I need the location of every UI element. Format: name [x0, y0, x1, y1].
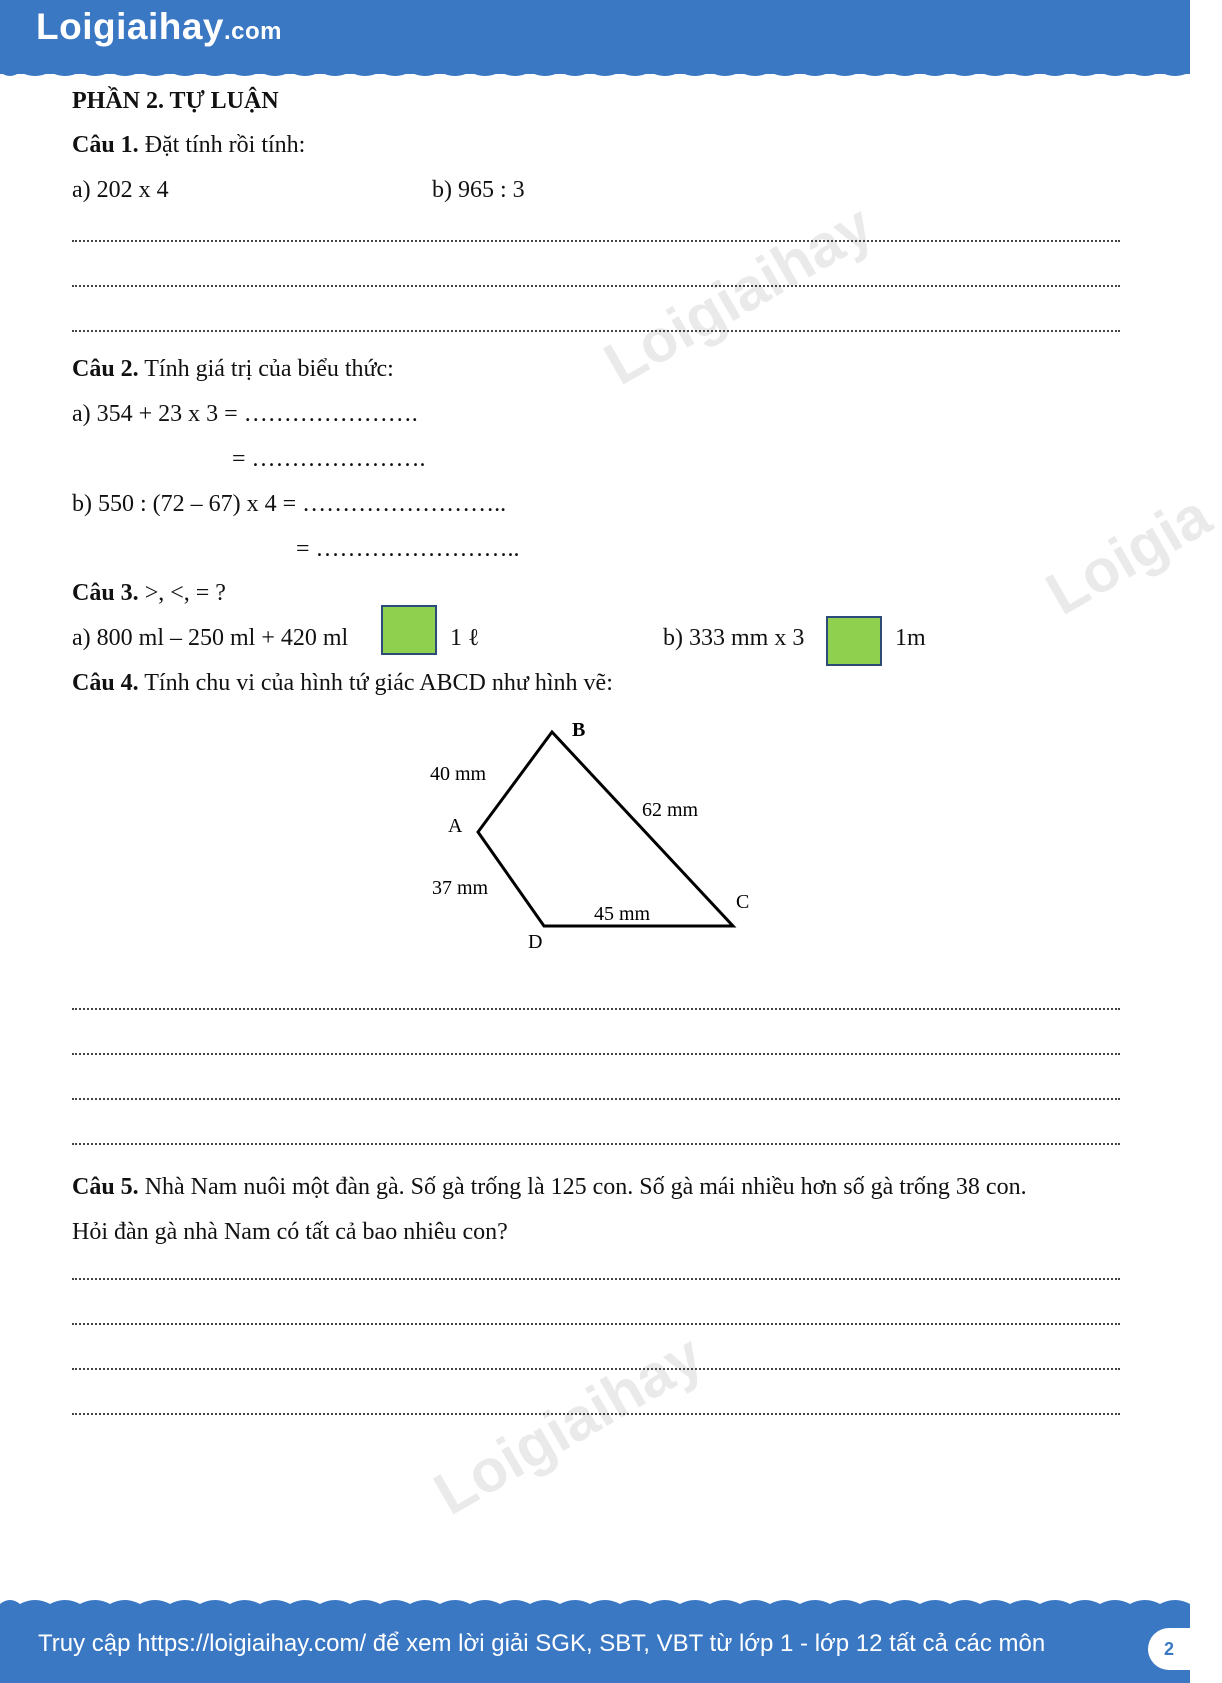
- watermark: Loigia: [1035, 481, 1222, 628]
- q1-part-b: b) 965 : 3: [432, 177, 525, 203]
- question-label: Câu 3.: [72, 580, 139, 606]
- answer-line: [72, 232, 1120, 242]
- vertex-b-label: B: [572, 719, 586, 741]
- question-label: Câu 1.: [72, 132, 139, 158]
- watermark: Loigiaihay: [593, 191, 884, 398]
- site-logo[interactable]: [36, 6, 282, 48]
- watermark: Loigiaihay: [423, 1321, 714, 1528]
- q3-b-expression: b) 333 mm x 3: [663, 625, 805, 651]
- q3-a-expression: a) 800 ml – 250 ml + 420 ml: [72, 625, 349, 651]
- question-label: Câu 5.: [72, 1174, 139, 1200]
- page-header: [0, 0, 1190, 74]
- logo-suffix: .com: [223, 18, 282, 45]
- quadrilateral-figure: [420, 712, 770, 957]
- answer-line: [72, 1135, 1120, 1145]
- q3-b-value: 1m: [895, 625, 926, 651]
- question-text: Đặt tính rồi tính:: [138, 132, 306, 158]
- section-title: PHẦN 2. TỰ LUẬN: [72, 88, 279, 114]
- question-1: [72, 132, 305, 159]
- question-5-line2: Hỏi đàn gà nhà Nam có tất cả bao nhiêu con?: [72, 1219, 508, 1245]
- answer-line: [72, 1315, 1120, 1325]
- vertex-c-label: C: [736, 891, 750, 913]
- vertex-a-label: A: [448, 815, 463, 837]
- question-text: Tính chu vi của hình tứ giác ABCD như hình vẽ:: [138, 670, 613, 696]
- question-label: Câu 4.: [72, 670, 139, 696]
- answer-line: [72, 1270, 1120, 1280]
- side-ab-length: 40 mm: [430, 763, 487, 785]
- q2-a-line1: a) 354 + 23 x 3 = ………………….: [72, 401, 418, 427]
- header-wave-divider: [0, 66, 1190, 82]
- footer-link-text[interactable]: Truy cập https://loigiaihay.com/ để xem lời giải SGK, SBT, VBT từ lớp 1 - lớp 12 tất cả các môn: [38, 1630, 1046, 1657]
- question-text: Nhà Nam nuôi một đàn gà. Số gà trống là 125 con. Số gà mái nhiều hơn số gà trống 38 con.: [138, 1174, 1027, 1200]
- q2-b-line1: b) 550 : (72 – 67) x 4 = ……………………..: [72, 491, 507, 517]
- q1-part-a: a) 202 x 4: [72, 177, 169, 203]
- answer-line: [72, 277, 1120, 287]
- quadrilateral-abcd: [478, 732, 733, 926]
- comparison-answer-box-a[interactable]: [381, 605, 437, 655]
- page-footer: [0, 1604, 1190, 1683]
- side-da-length: 37 mm: [432, 877, 489, 899]
- answer-line: [72, 1360, 1120, 1370]
- answer-line: [72, 1045, 1120, 1055]
- answer-line: [72, 1405, 1120, 1415]
- q2-a-line2: = ………………….: [232, 446, 426, 472]
- question-label: Câu 2.: [72, 356, 139, 382]
- side-cd-length: 45 mm: [594, 903, 651, 925]
- question-2: [72, 356, 394, 383]
- question-text: Tính giá trị của biểu thức:: [138, 356, 394, 382]
- answer-line: [72, 1090, 1120, 1100]
- vertex-d-label: D: [528, 931, 543, 953]
- question-5: [72, 1174, 1027, 1201]
- question-3: [72, 580, 226, 607]
- side-bc-length: 62 mm: [642, 799, 699, 821]
- comparison-answer-box-b[interactable]: [826, 616, 882, 666]
- q2-b-line2: = ……………………..: [296, 536, 520, 562]
- answer-line: [72, 322, 1120, 332]
- answer-line: [72, 1000, 1120, 1010]
- question-text: >, <, = ?: [138, 580, 226, 606]
- logo-main: Loigiaihay: [36, 6, 224, 47]
- page-number: 2: [1148, 1628, 1190, 1670]
- question-4: [72, 670, 613, 697]
- q3-a-value: 1 ℓ: [450, 625, 480, 651]
